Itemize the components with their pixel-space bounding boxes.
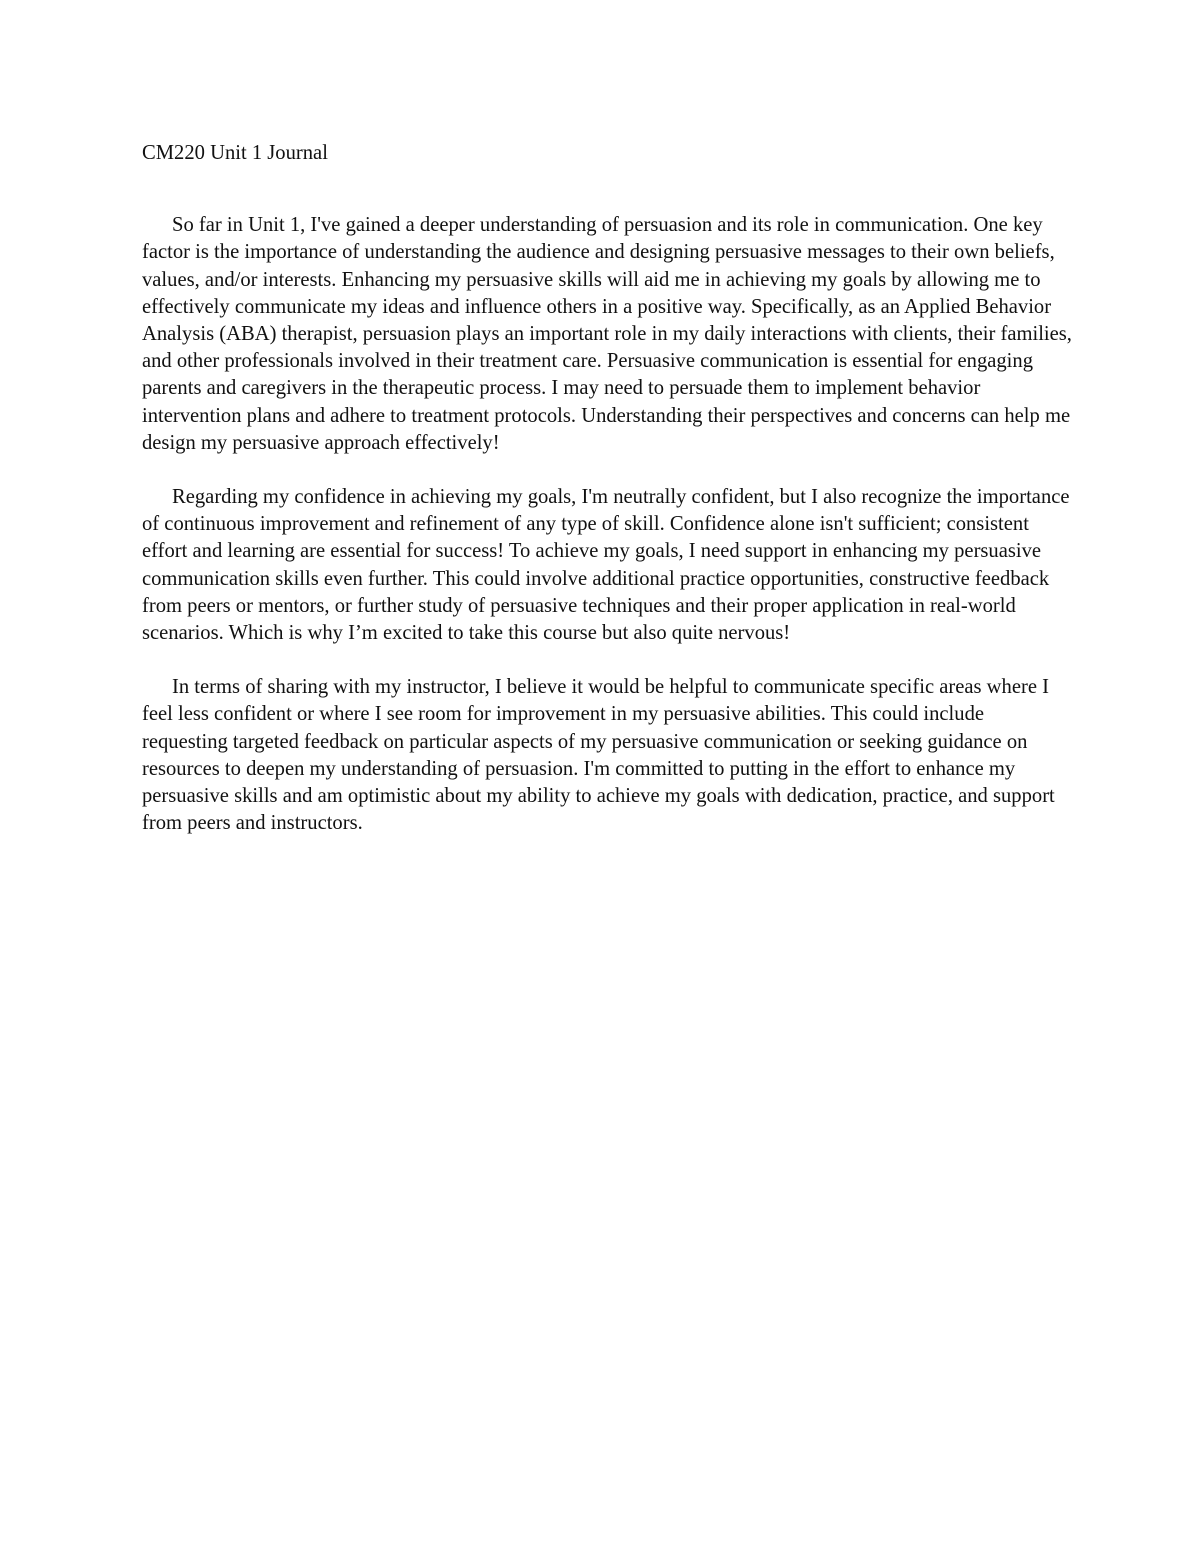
paragraph-instructor-sharing: In terms of sharing with my instructor, I believe it would be helpful to communicate specific areas where I feel less confident or where I see room for improvement in my persuasive abilities. This could include requesting targeted feedback on particular aspects of my persuasive communication or seeking guidance on resources to deepen my understanding of persuasion. I'm committed to putting in the effort to enhance my persuasive skills and am optimistic about my ability to achieve my goals with dedication, practice, and support from peers and instructors. [142,676,1055,835]
paragraph-persuasion-understanding: So far in Unit 1, I've gained a deeper understanding of persuasion and its role in communication. One key factor is the importance of understanding the audience and designing persuasive messages to their own beliefs, values, and/or interests. Enhancing my persuasive skills will aid me in achieving my goals by allowing me to effectively communicate my ideas and influence others in a positive way. Specifically, as an Applied Behavior Analysis (ABA) therapist, persuasion plays an important role in my daily interactions with clients, their families, and other professionals involved in their treatment care. Persuasive communication is essential for engaging parents and caregivers in the therapeutic process. I may need to persuade them to implement behavior intervention plans and adhere to treatment protocols. Understanding their perspectives and concerns can help me design my persuasive approach effectively! [142,214,1072,454]
document-title: CM220 Unit 1 Journal [142,142,328,164]
document-body [142,140,1072,864]
paragraph-confidence: Regarding my confidence in achieving my goals, I'm neutrally confident, but I also recognize the importance of continuous improvement and refinement of any type of skill. Confidence alone isn't sufficient; consistent effort and learning are essential for success! To achieve my goals, I need support in enhancing my persuasive communication skills even further. This could involve additional practice opportunities, constructive feedback from peers or mentors, or further study of persuasive techniques and their proper application in real-world scenarios. Which is why I’m excited to take this course but also quite nervous! [142,486,1070,645]
